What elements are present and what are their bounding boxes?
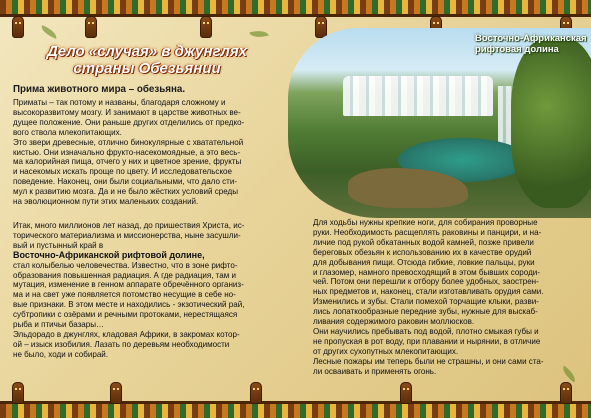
tree-shape [511, 38, 591, 208]
tribal-mask-icon [560, 382, 572, 404]
leaf-decoration [39, 25, 59, 39]
tribal-mask-icon [110, 382, 122, 404]
tribal-mask-icon [200, 16, 212, 38]
bottom-ornament-border [0, 404, 591, 418]
tribal-mask-icon [400, 382, 412, 404]
paragraph-rift-rest: стал колыбелью человечества. Известно, что в зоне рифто- образования повышенная радиация. А где радиация, там и мутация, изменение в генном аппарате обречённого организ- ма и на свет уже появляется потомство несущие в себе но- вые признаки. В этом месте и находились - экзотический рай, субтропики с озёрами и речными протоками, нерестящаяся рыба и птичьи базары… Эльдорадо в джунглях, кладовая Африки, в закромах котор- ой – изыск изобилия. Лазать по деревьям необходимости не было, ходи и собирай. [13, 260, 245, 359]
page-title: Дело «случая» в джунглях страны Обезьянии [46, 43, 248, 77]
tribal-mask-icon [12, 16, 24, 38]
photo-caption: Восточно-Африканская рифтовая долина [475, 33, 587, 55]
tribal-mask-icon [85, 16, 97, 38]
tribal-mask-icon [12, 382, 24, 404]
leaf-decoration [249, 28, 268, 40]
paragraph-tools: Для ходьбы нужны крепкие ноги, для собирания проворные руки. Необходимость расщеплять раковины и панцири, и на- личие под рукой обкатанных водой камней, позже привели береговых обезьян к использованию их в качестве орудий для добывания пищи. Отсюда гибкие, ловкие пальцы, руки и глазомер, намного превосходящий в этом бывших сороди- чей. Потом они перешли к отбору более удобных, заострен- ных предметов и, наконец, стали изготавливать орудия сами. Изменились и зубы. Стали помехой торчащие клыки, разви- лись лопаткообразные передние зубы, нужные для выскаб- ливания содержимого раковин моллюсков. Они научились пребывать под водой, плотно смыкая губы и не пропуская в рот воду, при плавании и нырянии, в отличие от других сухопутных млекопитающих. Лесные пожары им теперь были не страшны, и они сами ста- ли осваивать и применять огонь. [313, 218, 544, 376]
subheading: Прима животного мира – обезьяна. [13, 84, 186, 95]
rift-valley-photo [288, 28, 591, 218]
top-ornament-border [0, 0, 591, 14]
tribal-mask-icon [250, 382, 262, 404]
paragraph-primates: Приматы – так потому и названы, благодаря сложному и высокоразвитому мозгу. И занимают в царстве животных ве- дущее положение. Они раньше других отделились от предко- вого ствола млекопитающих. Это звери древесные, отлично бинокулярные с хватательной кистью. Они изначально фрукто-насекомоядные, а это весь- ма калорийная пища, отчего у них и цветное зрение, фрукты и насекомых искать проще по цвету. И исследовательское поведение. Наконец, они были социальными, что дало сти- мул к развитию мозга. Да и не было жёстких условий среды на эволюционном пути этих маленьких созданий. [13, 98, 245, 207]
paragraph-rift-valley [13, 221, 295, 360]
paragraph-rift-intro: Итак, много миллионов лет назад, до пришествия Христа, ис- торического материализма и миссионерства, ныне засушли- вый и пустынный край в [13, 221, 245, 250]
rift-valley-highlight: Восточно-Африканской рифтовой долине, [13, 249, 205, 260]
waterfall-shape [343, 76, 493, 116]
